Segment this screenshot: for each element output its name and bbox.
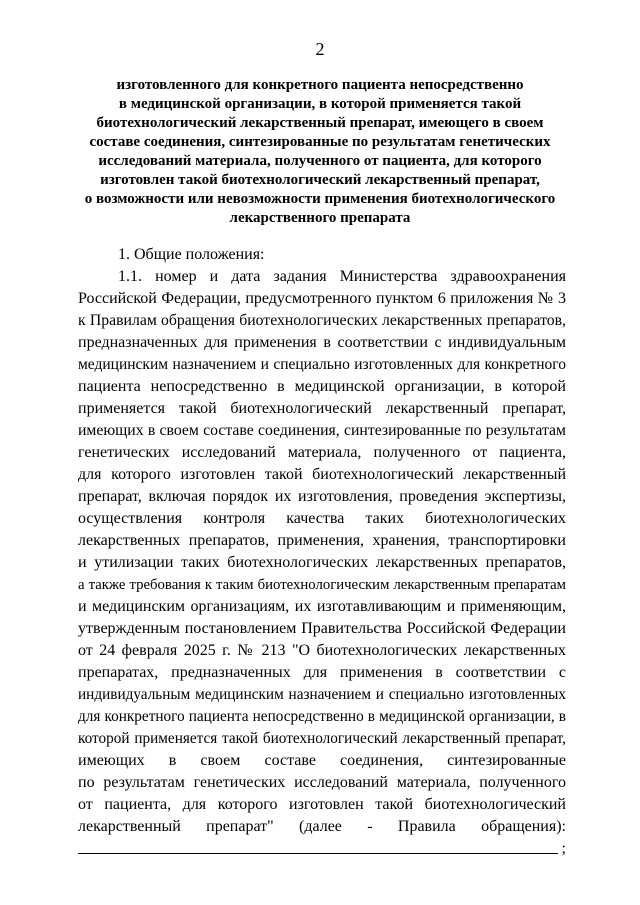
paragraph-line: имеющих в своем составе соединения, синтезированные по результатам — [78, 422, 566, 439]
paragraph-line: пациента непосредственно в медицинской организации, в которой — [78, 378, 566, 395]
heading-line: лекарственного препарата — [229, 210, 411, 226]
paragraph-line: от пациента, для которого изготовлен такой биотехнологический — [78, 796, 566, 813]
heading-line: изготовлен такой биотехнологический лекарственный препарат, — [100, 172, 540, 188]
heading-line: исследований материала, полученного от пациента, для которого — [98, 153, 542, 169]
paragraph-line: для конкретного пациента непосредственно в медицинской организации, в — [78, 708, 566, 725]
paragraph-line: Российской Федерации, предусмотренного пунктом 6 приложения № 3 — [78, 290, 566, 307]
paragraph-line: и утилизации таких биотехнологических лекарственных препаратов, — [78, 554, 566, 571]
paragraph-line: индивидуальным медицинским назначением и специально изготовленных — [78, 686, 566, 703]
paragraph-line: которой применяется такой биотехнологический лекарственный препарат, — [78, 730, 566, 747]
paragraph-line: лекарственный препарат" (далее - Правила обращения): — [78, 818, 566, 835]
document-heading — [70, 76, 570, 228]
heading-line: изготовленного для конкретного пациента непосредственно — [116, 77, 524, 93]
paragraph-line: применяется такой биотехнологический лекарственный препарат, — [78, 400, 566, 417]
fill-in-rule — [78, 853, 558, 854]
heading-line: биотехнологический лекарственный препарат, имеющего в своем — [96, 115, 544, 131]
paragraph-line: осуществления контроля качества таких биотехнологических — [78, 510, 566, 527]
paragraph-line: 1.1. номер и дата задания Министерства здравоохранения — [118, 268, 566, 285]
heading-line: в медицинской организации, в которой применяется такой — [118, 96, 522, 112]
paragraph-line: и медицинским организациям, их изготавливающим и применяющим, — [78, 598, 566, 615]
paragraph-line: медицинским назначением и специально изготовленных для конкретного — [78, 356, 566, 373]
blank-fill-line — [78, 838, 566, 860]
final-semicolon: ; — [561, 840, 566, 857]
body-paragraph — [78, 266, 566, 860]
paragraph-line: имеющих в своем составе соединения, синтезированные — [78, 752, 566, 769]
paragraph-line: для которого изготовлен такой биотехнологический лекарственный — [78, 466, 566, 483]
paragraph-line: препарат, включая порядок их изготовления, проведения экспертизы, — [78, 488, 566, 505]
paragraph-line: генетических исследований материала, полученного от пациента, — [78, 444, 566, 461]
paragraph-line: к Правилам обращения биотехнологических лекарственных препаратов, — [78, 312, 566, 329]
heading-line: о возможности или невозможности применения биотехнологического — [84, 191, 556, 207]
paragraph-line: а также требования к таким биотехнологическим лекарственным препаратам — [78, 577, 566, 593]
page-number: 2 — [315, 39, 325, 59]
paragraph-line: по результатам генетических исследований материала, полученного — [78, 774, 566, 791]
paragraph-line: от 24 февраля 2025 г. № 213 "О биотехнологических лекарственных — [78, 642, 566, 659]
heading-line: составе соединения, синтезированные по результатам генетических — [89, 134, 551, 150]
paragraph-line: утвержденным постановлением Правительства Российской Федерации — [78, 620, 566, 637]
paragraph-line: предназначенных для применения в соответствии с индивидуальным — [78, 334, 566, 351]
section-title: 1. Общие положения: — [118, 246, 265, 263]
paragraph-line: лекарственных препаратов, применения, хранения, транспортировки — [78, 532, 566, 549]
paragraph-line: препаратах, предназначенных для применения в соответствии с — [78, 664, 566, 681]
